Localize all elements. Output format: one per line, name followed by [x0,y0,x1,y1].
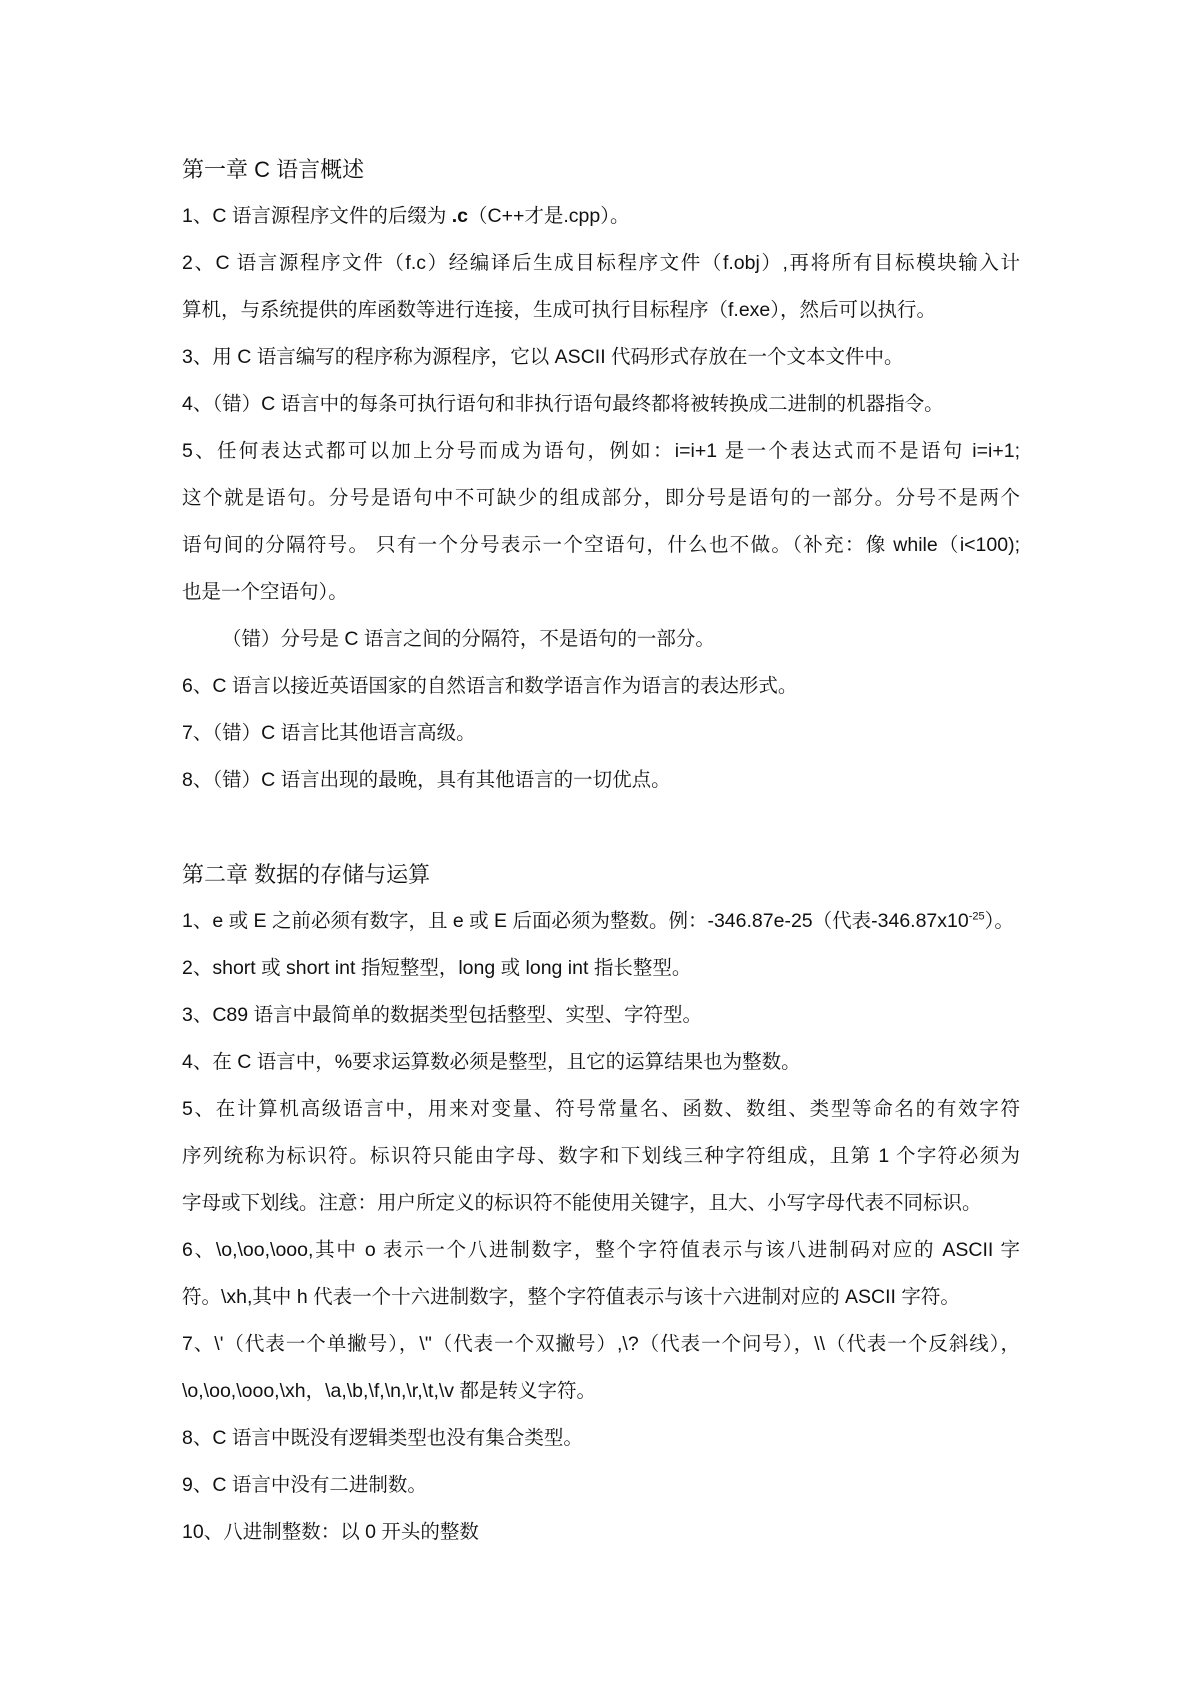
text-segment: 1、C 语言源程序文件的后缀为 [182,205,452,227]
text-line: 5、任何表达式都可以加上分号而成为语句，例如：i=i+1 是一个表达式而不是语句 i=i+1; [182,440,1020,462]
list-item [182,1321,1020,1415]
list-item [182,616,1020,663]
chapter-section [182,146,1020,804]
superscript-text: -25 [968,910,985,923]
list-item [182,898,1020,945]
text-line: 8、C 语言中既没有逻辑类型也没有集合类型。 [182,1427,583,1449]
chapter-title: 第二章 数据的存储与运算 [182,862,431,887]
list-item [182,710,1020,757]
text-line: 也是一个空语句）。 [182,581,348,603]
text-line [182,898,1020,945]
text-line: （错）分号是 C 语言之间的分隔符，不是语句的一部分。 [222,628,715,650]
text-line: 这个就是语句。分号是语句中不可缺少的组成部分，即分号是语句的一部分。分号不是两个 [182,487,1020,509]
list-item [182,1415,1020,1462]
text-line: 8、（错）C 语言出现的最晚，具有其他语言的一切优点。 [182,769,671,791]
list-item [182,1227,1020,1321]
text-line: 4、在 C 语言中，%要求运算数必须是整型，且它的运算结果也为整数。 [182,1051,801,1073]
text-line: 6、C 语言以接近英语国家的自然语言和数学语言作为语言的表达形式。 [182,675,798,697]
text-line: 9、C 语言中没有二进制数。 [182,1474,427,1496]
list-item [182,240,1020,334]
text-line: 10、八进制整数：以 0 开头的整数 [182,1521,479,1543]
text-line: 5、在计算机高级语言中，用来对变量、符号常量名、函数、数组、类型等命名的有效字符 [182,1098,1020,1120]
list-item [182,663,1020,710]
text-line: 字母或下划线。注意：用户所定义的标识符不能使用关键字，且大、小写字母代表不同标识。 [182,1192,982,1214]
list-item [182,428,1020,616]
section-spacer [182,804,1020,851]
text-line: \o,\oo,\ooo,\xh，\a,\b,\f,\n,\r,\t,\v 都是转义字符。 [182,1380,596,1402]
list-item [182,1086,1020,1227]
text-line: 符。\xh,其中 h 代表一个十六进制数字，整个字符值表示与该十六进制对应的 ASCII 字符。 [182,1286,960,1308]
list-item [182,1039,1020,1086]
list-item [182,334,1020,381]
text-line: 7、\'（代表一个单撇号），\"（代表一个双撇号）,\?（代表一个问号），\\（代表一个反斜线）， [182,1333,1020,1355]
text-line: 序列统称为标识符。标识符只能由字母、数字和下划线三种字符组成，且第 1 个字符必须为 [182,1145,1020,1167]
text-line: 3、C89 语言中最简单的数据类型包括整型、实型、字符型。 [182,1004,703,1026]
chapter-title: 第一章 C 语言概述 [182,157,365,182]
text-line: 4、（错）C 语言中的每条可执行语句和非执行语句最终都将被转换成二进制的机器指令。 [182,393,944,415]
list-item [182,193,1020,240]
list-item [182,992,1020,1039]
text-line [182,193,1020,240]
document-page [182,146,1020,1556]
text-line: 算机，与系统提供的库函数等进行连接，生成可执行目标程序（f.exe），然后可以执行。 [182,299,937,321]
text-segment: ）。 [984,910,1014,932]
list-item [182,1462,1020,1509]
bold-text: .c [451,205,469,227]
text-line: 2、C 语言源程序文件（f.c）经编译后生成目标程序文件（f.obj）,再将所有目标模块输入计 [182,252,1020,274]
text-segment: 1、e 或 E 之前必须有数字，且 e 或 E 后面必须为整数。例：-346.87e-25（代表-346.87x10 [182,910,969,932]
text-segment: （C++才是.cpp）。 [468,205,630,227]
chapter-section [182,851,1020,1556]
list-item [182,381,1020,428]
text-line: 6、\o,\oo,\ooo,其中 o 表示一个八进制数字，整个字符值表示与该八进制码对应的 ASCII 字 [182,1239,1020,1261]
list-item [182,757,1020,804]
text-line: 语句间的分隔符号。 只有一个分号表示一个空语句，什么也不做。（补充：像 while（i<100); [182,534,1020,556]
list-item [182,945,1020,992]
text-line: 7、（错）C 语言比其他语言高级。 [182,722,476,744]
list-item [182,1509,1020,1556]
text-line: 3、用 C 语言编写的程序称为源程序，它以 ASCII 代码形式存放在一个文本文件中。 [182,346,904,368]
text-line: 2、short 或 short int 指短整型，long 或 long int 指长整型。 [182,957,692,979]
